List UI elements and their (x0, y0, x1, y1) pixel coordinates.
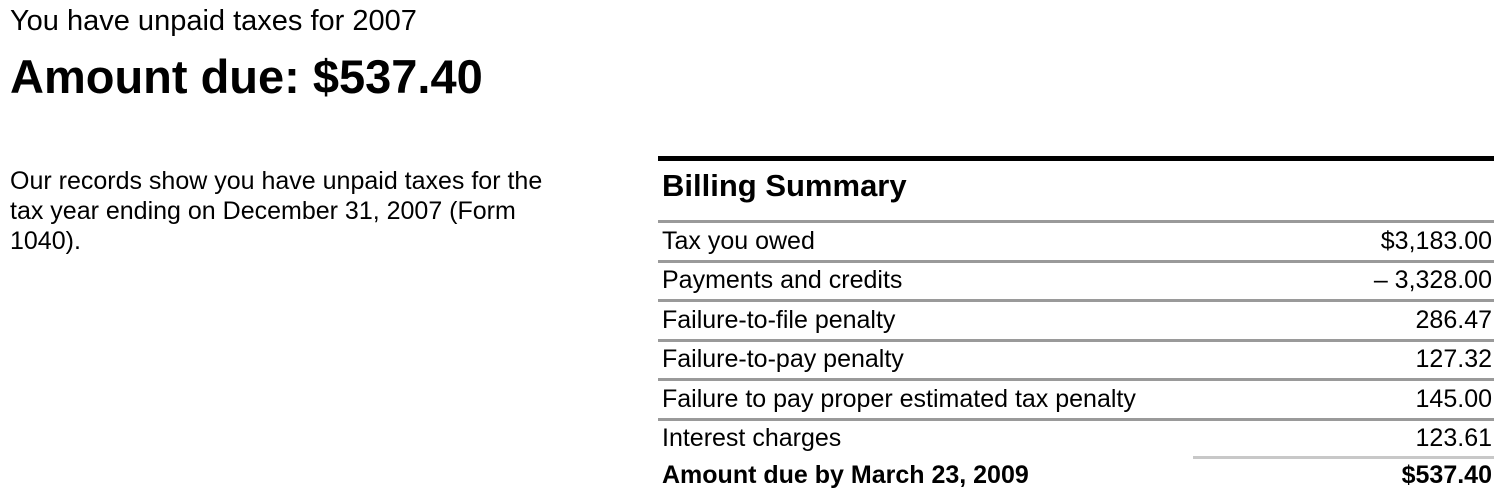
row-label: Failure to pay proper estimated tax penalty (662, 384, 1136, 413)
intro-paragraph: Our records show you have unpaid taxes for the tax year ending on December 31, 2007 (Form 1040). (10, 167, 543, 255)
total-label: Amount due by March 23, 2009 (662, 460, 1029, 489)
billing-summary-table (658, 156, 1494, 493)
row-amount: 127.32 (1415, 345, 1492, 374)
billing-row-tax-owed (658, 223, 1494, 263)
row-label: Interest charges (662, 424, 842, 453)
row-amount: 286.47 (1415, 305, 1492, 334)
row-amount: 145.00 (1415, 384, 1492, 413)
row-label: Tax you owed (662, 226, 815, 255)
row-amount: 123.61 (1415, 424, 1492, 453)
row-amount: $3,183.00 (1380, 226, 1492, 255)
notice-subtitle: You have unpaid taxes for 2007 (10, 5, 417, 37)
billing-row-interest (658, 421, 1494, 458)
billing-row-estimated-tax-penalty (658, 381, 1494, 421)
row-label: Failure-to-file penalty (662, 305, 896, 334)
billing-rows (658, 220, 1494, 457)
total-amount: $537.40 (1401, 460, 1492, 489)
billing-row-payments-credits (658, 263, 1494, 303)
amount-due-heading: Amount due: $537.40 (10, 50, 483, 103)
billing-row-failure-to-file (658, 302, 1494, 342)
row-label: Payments and credits (662, 266, 903, 295)
billing-row-failure-to-pay (658, 342, 1494, 382)
row-amount: – 3,328.00 (1373, 266, 1492, 295)
billing-summary-title: Billing Summary (662, 168, 907, 203)
row-label: Failure-to-pay penalty (662, 345, 904, 374)
